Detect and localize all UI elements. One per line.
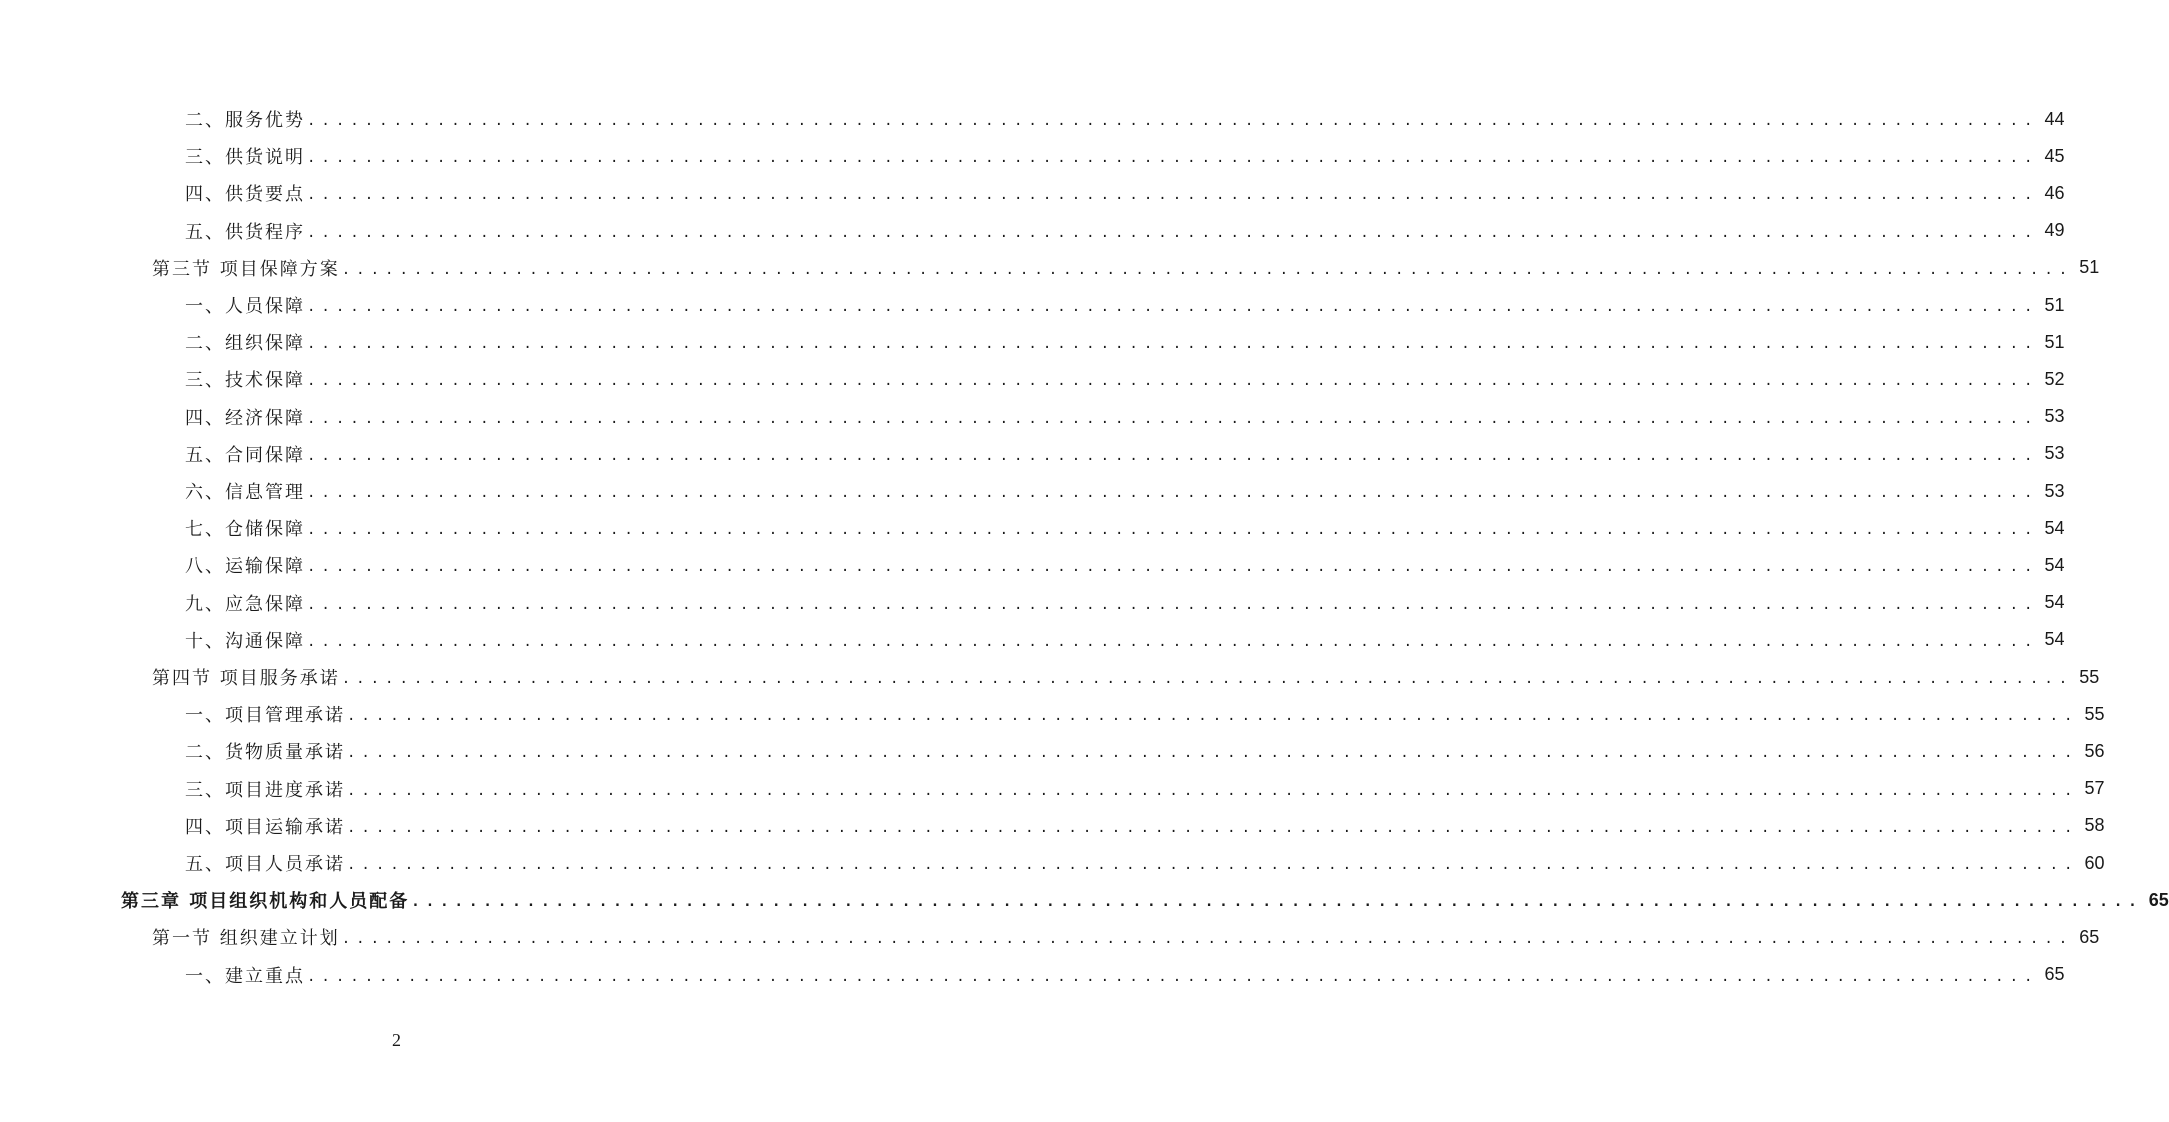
toc-entry-page: 51: [2044, 331, 2065, 352]
toc-dot-leader: ........................................................................................................................: [307, 522, 2039, 539]
toc-entry-page: 58: [2084, 815, 2105, 836]
toc-entry-label: 第三节 项目保障方案: [152, 258, 340, 280]
toc-subsection-entry[interactable]: [185, 435, 2065, 472]
toc-entry-label: 四、项目运输承诺: [185, 816, 345, 838]
toc-entry-label: 四、供货要点: [185, 184, 305, 206]
toc-dot-leader: ........................................................................................................................: [347, 708, 2079, 725]
toc-entry-label: 三、项目进度承诺: [185, 779, 345, 801]
toc-dot-leader: ........................................................................................................................: [347, 745, 2079, 762]
toc-dot-leader: ........................................................................................................................: [307, 336, 2039, 353]
toc-entry-label: 第四节 项目服务承诺: [152, 668, 340, 689]
page-number: 2: [392, 1030, 401, 1050]
toc-subsection-entry[interactable]: [185, 101, 2065, 138]
toc-entry-label: 十、沟通保障: [185, 630, 305, 652]
toc-dot-leader: ........................................................................................................................: [307, 559, 2039, 576]
toc-subsection-entry[interactable]: [185, 770, 2105, 807]
toc-subsection-entry[interactable]: [185, 287, 2065, 324]
toc-entry-label: 五、合同保障: [185, 444, 305, 466]
toc-subsection-entry[interactable]: [185, 845, 2105, 882]
toc-entry-page: 49: [2044, 220, 2065, 241]
toc-entry-page: 54: [2044, 517, 2065, 538]
toc-section-entry[interactable]: [152, 249, 2100, 286]
toc-entry-page: 53: [2044, 480, 2065, 501]
toc-entry-label: 三、技术保障: [185, 370, 305, 392]
toc-dot-leader: ........................................................................................................................: [347, 857, 2079, 873]
toc-entry-page: 56: [2084, 740, 2105, 761]
toc-dot-leader: ........................................................................................................................: [347, 782, 2079, 799]
toc-subsection-entry[interactable]: [185, 696, 2105, 733]
toc-entry-page: 57: [2084, 778, 2105, 799]
toc-subsection-entry[interactable]: [185, 547, 2065, 584]
toc-dot-leader: ........................................................................................................................: [347, 819, 2079, 836]
toc-dot-leader: ........................................................................................................................: [307, 633, 2039, 650]
toc-subsection-entry[interactable]: [185, 138, 2065, 175]
toc-entry-label: 六、信息管理: [185, 482, 305, 503]
toc-section-entry[interactable]: [152, 919, 2100, 956]
toc-entry-page: 65: [2079, 926, 2100, 947]
toc-entry-page: 44: [2044, 108, 2065, 129]
toc-entry-page: 53: [2044, 406, 2065, 427]
toc-dot-leader: ........................................................................................................................: [307, 150, 2039, 167]
toc-entry-page: 46: [2044, 182, 2065, 203]
toc-dot-leader: ........................................................................................................................: [307, 187, 2039, 204]
toc-dot-leader: ........................................................................................................................: [307, 224, 2039, 241]
toc-entry-label: 二、货物质量承诺: [185, 742, 345, 764]
toc-entry-page: 53: [2044, 443, 2065, 464]
toc-dot-leader: ........................................................................................................................: [411, 894, 2143, 911]
toc-subsection-entry[interactable]: [185, 733, 2105, 770]
toc-entry-page: 51: [2044, 294, 2065, 315]
toc-entry-label: 五、供货程序: [185, 221, 305, 243]
toc-entry-label: 五、项目人员承诺: [185, 854, 345, 875]
toc-dot-leader: ........................................................................................................................: [307, 596, 2039, 613]
toc-subsection-entry[interactable]: [185, 621, 2065, 658]
toc-subsection-entry[interactable]: [185, 175, 2065, 212]
toc-subsection-entry[interactable]: [185, 324, 2065, 361]
toc-entry-label: 一、建立重点: [185, 965, 305, 987]
toc-subsection-entry[interactable]: [185, 584, 2065, 621]
toc-dot-leader: ........................................................................................................................: [307, 968, 2039, 985]
toc-dot-leader: ........................................................................................................................: [307, 113, 2039, 129]
toc-entry-label: 一、人员保障: [185, 296, 305, 317]
toc-entry-label: 七、仓储保障: [185, 519, 305, 541]
toc-entry-label: 四、经济保障: [185, 407, 305, 429]
toc-subsection-entry[interactable]: [185, 807, 2105, 844]
toc-entry-page: 65: [2148, 889, 2169, 910]
toc-entry-label: 二、服务优势: [185, 110, 305, 131]
toc-entry-page: 60: [2084, 852, 2105, 873]
toc-entry-label: 八、运输保障: [185, 556, 305, 578]
toc-subsection-entry[interactable]: [185, 361, 2065, 398]
toc-entry-page: 52: [2044, 368, 2065, 389]
toc-entry-label: 三、供货说明: [185, 147, 305, 169]
toc-subsection-entry[interactable]: [185, 956, 2065, 993]
toc-dot-leader: ........................................................................................................................: [341, 261, 2074, 278]
toc-entry-page: 54: [2044, 592, 2065, 613]
toc-entry-page: 54: [2044, 554, 2065, 575]
toc-section-entry[interactable]: [152, 659, 2100, 696]
toc-dot-leader: ........................................................................................................................: [341, 931, 2074, 948]
toc-entry-page: 51: [2079, 257, 2100, 278]
toc-subsection-entry[interactable]: [185, 473, 2065, 510]
toc-dot-leader: ........................................................................................................................: [307, 447, 2039, 464]
toc-dot-leader: ........................................................................................................................: [341, 671, 2074, 687]
toc-dot-leader: ........................................................................................................................: [307, 410, 2039, 427]
toc-subsection-entry[interactable]: [185, 398, 2065, 435]
toc-entry-label: 一、项目管理承诺: [185, 705, 345, 727]
toc-entry-page: 54: [2044, 629, 2065, 650]
toc-dot-leader: ........................................................................................................................: [307, 485, 2039, 501]
toc-entry-page: 45: [2044, 145, 2065, 166]
toc-entry-page: 55: [2084, 703, 2105, 724]
toc-entry-page: 55: [2079, 666, 2100, 687]
toc-dot-leader: ........................................................................................................................: [307, 299, 2039, 315]
toc-dot-leader: ........................................................................................................................: [307, 373, 2039, 390]
toc-entry-label: 九、应急保障: [185, 593, 305, 615]
toc-subsection-entry[interactable]: [185, 510, 2065, 547]
toc-entry-label: 第三章 项目组织机构和人员配备: [121, 891, 410, 913]
toc-entry-page: 65: [2044, 964, 2065, 985]
toc-entry-label: 第一节 组织建立计划: [152, 928, 340, 950]
toc-entry-label: 二、组织保障: [185, 333, 305, 355]
toc-chapter-entry[interactable]: [121, 882, 2169, 919]
toc-subsection-entry[interactable]: [185, 212, 2065, 249]
